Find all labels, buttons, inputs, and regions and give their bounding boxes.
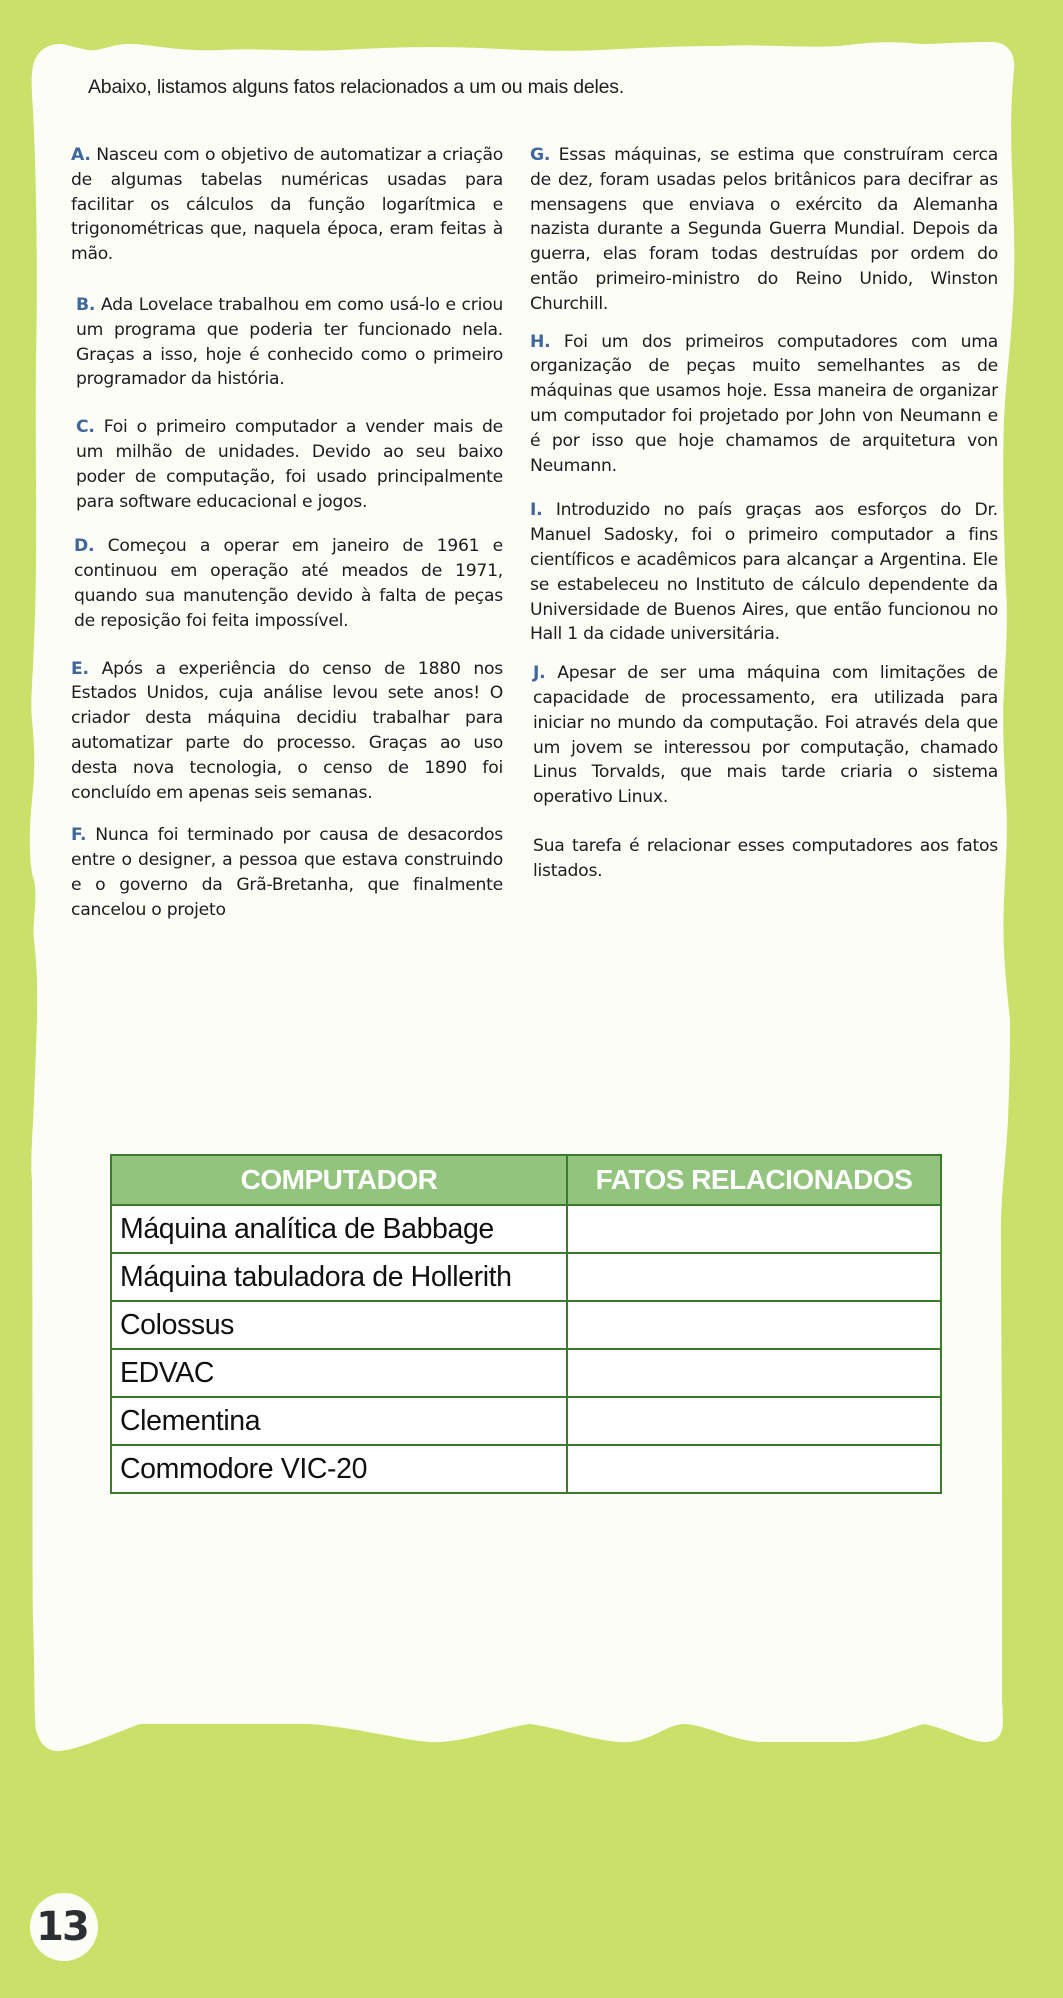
facts-column-right [530,143,998,884]
computer-name: Commodore VIC-20 [111,1445,567,1493]
fact-text: Começou a operar em janeiro de 1961 e continuou em operação até meados de 1971, quando sua manutenção devido à falta de peças de reposição foi feita impossível. [74,536,503,631]
related-facts-cell[interactable] [567,1205,941,1253]
related-facts-cell[interactable] [567,1445,941,1493]
fact-f [71,823,503,922]
fact-d [71,534,503,633]
fact-b [71,293,503,392]
task-instruction: Sua tarefa é relacionar esses computadores aos fatos listados. [533,835,998,881]
fact-text: Ada Lovelace trabalhou em como usá-lo e criou um programa que poderia ter funcionado nela. Graças a isso, hoje é conhecido como o primeiro programador da história. [76,294,503,390]
fact-j [530,661,998,810]
related-facts-cell[interactable] [567,1301,941,1349]
fact-i [530,498,998,647]
table-row [111,1301,941,1349]
table-row [111,1349,941,1397]
fact-e [71,657,503,806]
fact-letter: J. [533,663,546,684]
fact-letter: B. [76,294,96,315]
table-header-row [111,1155,941,1205]
fact-text: Foi o primeiro computador a vender mais de um milhão de unidades. Devido ao seu baixo poder de computação, foi usado principalmente para software educacional e jogos. [76,417,503,512]
fact-letter: H. [530,331,551,352]
computer-name: Máquina analítica de Babbage [111,1205,567,1253]
fact-a [71,143,503,267]
fact-h [530,330,998,479]
facts-column-left [71,143,503,923]
computer-name: Máquina tabuladora de Hollerith [111,1253,567,1301]
page-number: 13 [36,1904,88,1950]
matching-table-container [110,1154,942,1494]
computer-name: Clementina [111,1397,567,1445]
page-number-badge [30,1893,98,1961]
related-facts-cell[interactable] [567,1253,941,1301]
computer-name: Colossus [111,1301,567,1349]
header-computer: COMPUTADOR [111,1155,567,1205]
fact-text: Foi um dos primeiros computadores com uma organização de peças muito semelhantes as de máquinas que usamos hoje. Essa maneira de organizar um computador foi projetado por John von Neumann e é por isso que hoje chamamos de arquitetura von Neumann. [530,331,998,476]
fact-letter: C. [76,417,95,438]
fact-text: Apesar de ser uma máquina com limitações de capacidade de processamento, era utilizada para iniciar no mundo da computação. Foi através dela que um jovem se interessou por computação, chamado Linus Torvalds, que mais tarde criaria o sistema operativo Linux. [533,663,998,808]
related-facts-cell[interactable] [567,1397,941,1445]
fact-text: Nunca foi terminado por causa de desacordos entre o designer, a pessoa que estava construindo e o governo da Grã-Bretanha, que finalmente cancelou o projeto [71,825,503,920]
fact-letter: E. [71,658,89,679]
fact-text: Introduzido no país graças aos esforços do Dr. Manuel Sadosky, foi o primeiro computador a fins científicos e acadêmicos para alcançar a Argentina. Ele se estabeleceu no Instituto de cálculo dependente da Universidade de Buenos Aires, que então funcionou no Hall 1 da cidade universitária. [530,500,998,645]
computer-name: EDVAC [111,1349,567,1397]
fact-letter: F. [71,825,87,846]
table-row [111,1445,941,1493]
table-row [111,1205,941,1253]
fact-letter: I. [530,500,543,521]
fact-text: Nasceu com o objetivo de automatizar a criação de algumas tabelas numéricas usadas para facilitar os cálculos da função logarítmica e trigonométricas que, naquela época, eram feitas à mão. [71,145,503,265]
intro-text: Abaixo, listamos alguns fatos relacionados a um ou mais deles. [88,76,625,98]
fact-letter: A. [71,145,91,165]
fact-letter: D. [74,536,95,557]
fact-letter: G. [530,145,551,165]
fact-text: Após a experiência do censo de 1880 nos Estados Unidos, cuja análise levou sete anos! O criador desta máquina decidiu trabalhar para automatizar parte do processo. Graças ao uso desta nova tecnologia, o censo de 1890 foi concluído em apenas seis semanas. [71,658,504,803]
header-related-facts: FATOS RELACIONADOS [567,1155,941,1205]
fact-g [530,143,998,317]
table-row [111,1253,941,1301]
matching-table [110,1154,942,1494]
fact-c [71,415,503,514]
related-facts-cell[interactable] [567,1349,941,1397]
fact-text: Essas máquinas, se estima que construíram cerca de dez, foram usadas pelos britânicos para decifrar as mensagens que enviava o exército da Alemanha nazista durante a Segunda Guerra Mundial. Depois da guerra, elas foram todas destruídas por ordem do então primeiro-ministro do Reino Unido, Winston Churchill. [530,145,998,314]
table-row [111,1397,941,1445]
